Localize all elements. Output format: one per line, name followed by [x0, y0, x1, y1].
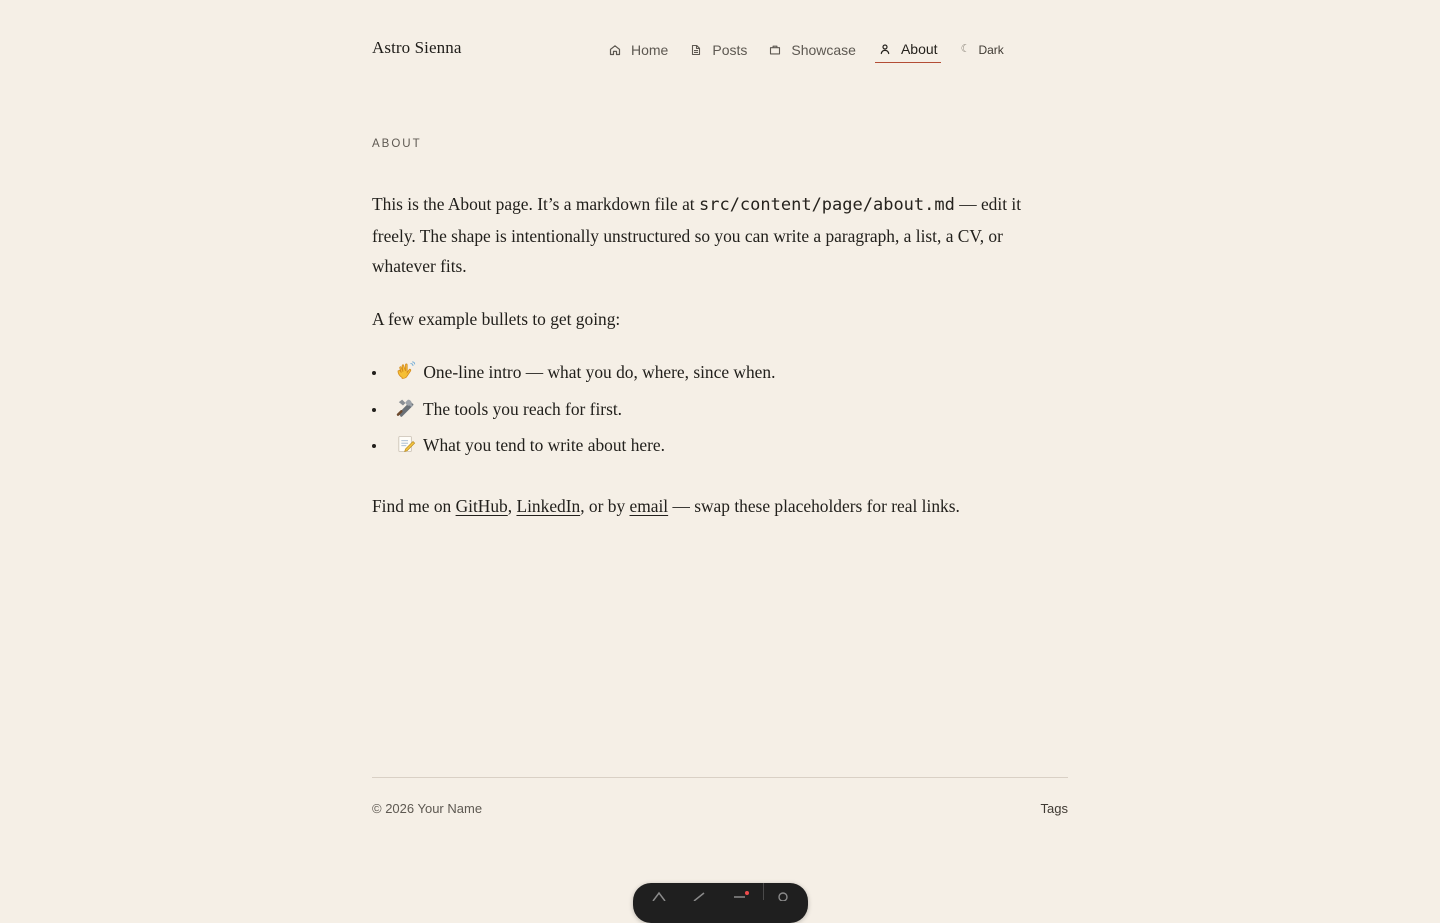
briefcase-icon [769, 44, 781, 56]
bullets-intro: A few example bullets to get going: [372, 308, 621, 329]
page-section-label: ABOUT [372, 138, 422, 150]
document-icon [690, 44, 702, 56]
contact-middle: , or by [580, 495, 630, 516]
home-icon [609, 44, 621, 56]
nav-label-about: About [900, 41, 938, 57]
theme-toggle-button[interactable] [961, 37, 1004, 63]
intro-text-after-code: — edit it freely. The shape is intentionally unstructured so you can write a paragraph, a list, a CV, or whatever fits. [372, 194, 1022, 277]
linkedin-link[interactable]: LinkedIn [516, 495, 581, 516]
intro-text-before-code: This is the About page. It’s a markdown file at [372, 194, 699, 214]
footer-divider [372, 777, 1068, 778]
bottom-dock [633, 883, 808, 923]
site-header [372, 36, 1068, 66]
nav-link-about[interactable] [875, 36, 941, 63]
moon-icon: ☾ [960, 43, 971, 55]
example-bullet-list [372, 354, 1022, 464]
hammer-wrench-icon [395, 398, 416, 418]
intro-paragraph [372, 189, 1022, 282]
bullet-text-writing: What you tend to write about here. [423, 435, 665, 456]
waving-hand-icon [395, 361, 416, 381]
email-link[interactable]: email [629, 495, 669, 516]
user-icon [879, 43, 891, 55]
bullet-text-intro: One-line intro — what you do, where, since when. [423, 362, 776, 383]
contact-prefix: Find me on [372, 495, 456, 516]
dock-divider [763, 883, 764, 900]
nav-label-showcase: Showcase [791, 41, 856, 58]
bullet-text-tools: The tools you reach for first. [423, 398, 623, 419]
copyright-text: © 2026 Your Name [372, 801, 483, 816]
memo-icon [395, 434, 416, 454]
file-path-code: src/content/page/about.md [698, 195, 955, 215]
nav-link-showcase[interactable] [769, 37, 856, 63]
nav-label-home: Home [631, 41, 669, 58]
bullet-intro [372, 354, 1022, 391]
about-content [372, 189, 1022, 543]
github-link[interactable]: GitHub [455, 495, 508, 516]
nav-link-home[interactable] [609, 37, 668, 63]
contact-links-paragraph [372, 491, 1022, 522]
contact-suffix: — swap these placeholders for real links. [668, 495, 960, 516]
site-title-link[interactable]: Astro Sienna [372, 38, 462, 57]
nav-link-posts[interactable] [690, 37, 747, 63]
bullet-tools [372, 391, 1022, 428]
link-separator: , [507, 495, 517, 516]
nav-label-posts: Posts [712, 41, 748, 58]
bullet-writing [372, 427, 1022, 464]
main-navigation [609, 36, 1004, 63]
theme-toggle-label: Dark [978, 42, 1004, 57]
tags-link[interactable]: Tags [1040, 801, 1068, 816]
